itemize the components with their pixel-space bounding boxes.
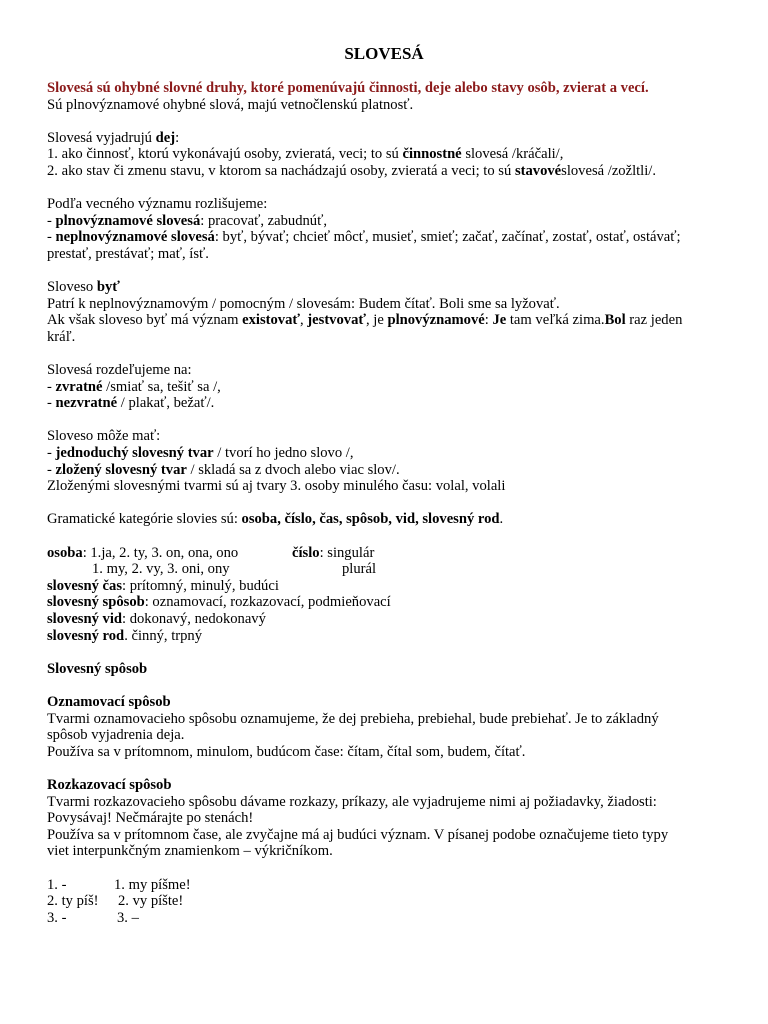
zlozeny-line — [47, 462, 737, 479]
sposob-heading: Slovesný spôsob — [47, 660, 148, 677]
rozkazovaci-sg: 2. ty píš! — [47, 893, 99, 910]
osoba-singular: : 1.ja, 2. ty, 3. on, ona, ono — [82, 544, 239, 561]
sposob-line — [47, 594, 737, 611]
kategorie-text: Gramatické kategórie slovies sú: — [47, 511, 242, 528]
rozkazovaci-heading: Rozkazovací spôsob — [47, 776, 172, 793]
cislo-singular: : singulár — [319, 544, 375, 561]
spacer — [47, 113, 737, 130]
byt-plnovyznamove: plnovýznamové — [387, 312, 485, 329]
byt-line-1: Patrí k neplnovýznamovým / pomocným / slovesám: Budem čítať. Boli sme sa lyžovať. — [47, 295, 560, 312]
dej-item-1-bold: činnostné — [402, 146, 462, 163]
vid-label: slovesný vid — [47, 611, 123, 627]
osoba-label: osoba — [47, 544, 83, 561]
dash: - — [47, 445, 56, 462]
kategorie-line — [47, 511, 737, 528]
dej-lead-bold: dej — [155, 129, 176, 146]
rozkazovaci-row-3 — [47, 910, 737, 927]
cas-values: : prítomný, minulý, budúci — [122, 577, 279, 594]
rod-values: . činný, trpný — [124, 627, 203, 644]
jednoduchy-term: jednoduchý slovesný tvar — [55, 445, 214, 462]
cislo-label: číslo — [292, 544, 320, 561]
plnovyznamove-term: plnovýznamové slovesá — [55, 212, 201, 229]
dej-lead — [47, 130, 737, 147]
plnovyznamove-line — [47, 213, 737, 230]
oznamovaci-line-3: Používa sa v prítomnom, minulom, budúcom čase: čítam, čítal som, budem, čítať. — [47, 743, 526, 760]
spacer — [47, 644, 737, 661]
byt-je-bold: Je — [492, 312, 507, 329]
jednoduchy-desc: / tvorí ho jedno slovo /, — [213, 445, 354, 462]
vyznam-lead: Podľa vecného významu rozlišujeme: — [47, 196, 268, 213]
spacer — [47, 346, 737, 363]
rozkazovaci-sg: 3. - — [47, 909, 67, 926]
osoba-cislo-row-2 — [47, 561, 737, 578]
dash: - — [47, 461, 56, 478]
definition-text: Slovesá sú ohybné slovné druhy, ktoré pomenúvajú činnosti, deje alebo stavy osôb, zvierat a vecí. — [47, 80, 649, 96]
byt-heading-text: Sloveso — [47, 279, 97, 296]
nezvratne-term: nezvratné — [55, 395, 118, 412]
spacer — [47, 760, 737, 777]
zlozeny-desc: / skladá sa z dvoch alebo viac slov/. — [186, 461, 400, 478]
dash: - — [47, 212, 56, 229]
zlozeny-term: zložený slovesný tvar — [55, 461, 187, 478]
rod-line — [47, 628, 737, 645]
byt-comma: , — [300, 312, 308, 329]
cas-label: slovesný čas — [47, 577, 122, 594]
sposob-label: slovesný spôsob — [47, 594, 145, 611]
byt-zima: tam veľká zima. — [506, 312, 605, 329]
dej-item-2-bold: stavové — [514, 162, 562, 179]
page-title: SLOVESÁ — [344, 44, 424, 63]
oznamovaci-line-1: Tvarmi oznamovacieho spôsobu oznamujeme, že dej prebieha, prebiehal, bude prebiehať. Je to základný — [47, 710, 659, 727]
byt-heading — [47, 279, 737, 296]
rozkazovaci-pl: 3. – — [117, 909, 139, 926]
cislo-cell — [292, 545, 374, 562]
dash: - — [47, 378, 56, 395]
zvratne-line — [47, 379, 737, 396]
oznamovaci-heading: Oznamovací spôsob — [47, 693, 171, 710]
spacer — [47, 528, 737, 545]
dash: - — [47, 229, 56, 246]
neplnovyznamove-line — [47, 229, 737, 246]
nezvratne-line — [47, 395, 737, 412]
rozkazovaci-line-2: Povysávaj! Nečmárajte po stenách! — [47, 810, 254, 827]
kategorie-list: osoba, číslo, čas, spôsob, vid, slovesný rod — [241, 511, 500, 528]
dej-item-1 — [47, 146, 737, 163]
tvar-note: Zloženými slovesnými tvarmi sú aj tvary 3. osoby minulého času: volal, volali — [47, 478, 506, 495]
platnost-text: Sú plnovýznamové ohybné slová, majú vetnočlenskú platnosť. — [47, 96, 414, 113]
tvar-lead: Sloveso môže mať: — [47, 428, 161, 445]
rozdelenie-lead: Slovesá rozdeľujeme na: — [47, 362, 192, 379]
rozkazovaci-row-2 — [47, 893, 737, 910]
vid-line — [47, 611, 737, 628]
neplnovyznamove-term: neplnovýznamové slovesá — [55, 229, 215, 246]
kategorie-period: . — [499, 511, 504, 528]
byt-line-2-a: Ak však sloveso byť má význam — [47, 312, 243, 329]
spacer — [47, 495, 737, 512]
rozkazovaci-line-3: Používa sa v prítomnom čase, ale zvyčajne má aj budúci význam. V písanej podobe označujeme tieto typy — [47, 826, 669, 843]
sposob-values: : oznamovací, rozkazovací, podmieňovací — [144, 594, 391, 611]
cislo-plural: plurál — [342, 561, 377, 578]
cas-line — [47, 578, 737, 595]
rozkazovaci-sg: 1. - — [47, 876, 67, 893]
spacer — [47, 677, 737, 694]
byt-colon: : — [484, 312, 493, 329]
oznamovaci-line-2: spôsob vyjadrenia deja. — [47, 727, 185, 744]
spacer — [47, 860, 737, 877]
dej-item-1-rest: slovesá /kráčali/, — [461, 146, 564, 163]
dej-lead-text: Slovesá vyjadrujú — [47, 129, 156, 146]
byt-existovat: existovať — [242, 312, 300, 329]
byt-heading-bold: byť — [96, 279, 120, 296]
osoba-cislo-row-1 — [47, 545, 737, 562]
vid-values: : dokonavý, nedokonavý — [122, 611, 266, 627]
byt-bol-bold: Bol — [604, 312, 626, 329]
byt-line-2 — [47, 312, 737, 329]
rozkazovaci-line-1: Tvarmi rozkazovacieho spôsobu dávame rozkazy, príkazy, ale vyjadrujeme nimi aj požiadavky, žiadosti: — [47, 793, 657, 810]
dej-item-2-rest: slovesá /zožltli/. — [561, 162, 656, 179]
spacer — [47, 263, 737, 280]
plnovyznamove-examples: : pracovať, zabudnúť, — [200, 212, 327, 229]
zvratne-examples: /smiať sa, tešiť sa /, — [102, 378, 221, 395]
document-body — [47, 80, 737, 926]
dash: - — [47, 395, 56, 412]
rod-label: slovesný rod — [47, 627, 125, 644]
neplnovyznamove-cont: prestať, prestávať; mať, ísť. — [47, 245, 209, 262]
osoba-cell — [47, 545, 238, 562]
rozkazovaci-pl: 2. vy píšte! — [118, 893, 184, 910]
nezvratne-examples: / plakať, bežať/. — [117, 395, 215, 412]
byt-jestvovat: jestvovať — [307, 312, 366, 329]
byt-raz-jeden: raz jeden — [625, 312, 683, 329]
neplnovyznamove-examples: : byť, bývať; chcieť môcť, musieť, smieť; začať, začínať, zostať, ostať, ostávať; — [214, 229, 681, 246]
dej-item-2-text: 2. ako stav či zmenu stavu, v ktorom sa nachádzajú osoby, zvieratá a veci; to sú — [47, 162, 515, 179]
dej-item-2 — [47, 163, 737, 180]
osoba-plural: 1. my, 2. vy, 3. oni, ony — [92, 561, 230, 578]
zvratne-term: zvratné — [55, 378, 103, 395]
rozkazovaci-line-4: viet interpunkčným znamienkom – výkričníkom. — [47, 843, 333, 860]
byt-line-3: kráľ. — [47, 328, 76, 345]
byt-je-text: , je — [365, 312, 388, 329]
jednoduchy-line — [47, 445, 737, 462]
spacer — [47, 180, 737, 197]
rozkazovaci-pl: 1. my píšme! — [114, 876, 191, 893]
spacer — [47, 412, 737, 429]
dej-lead-colon: : — [175, 129, 180, 146]
dej-item-1-text: 1. ako činnosť, ktorú vykonávajú osoby, zvieratá, veci; to sú — [47, 146, 403, 163]
rozkazovaci-row-1 — [47, 877, 737, 894]
